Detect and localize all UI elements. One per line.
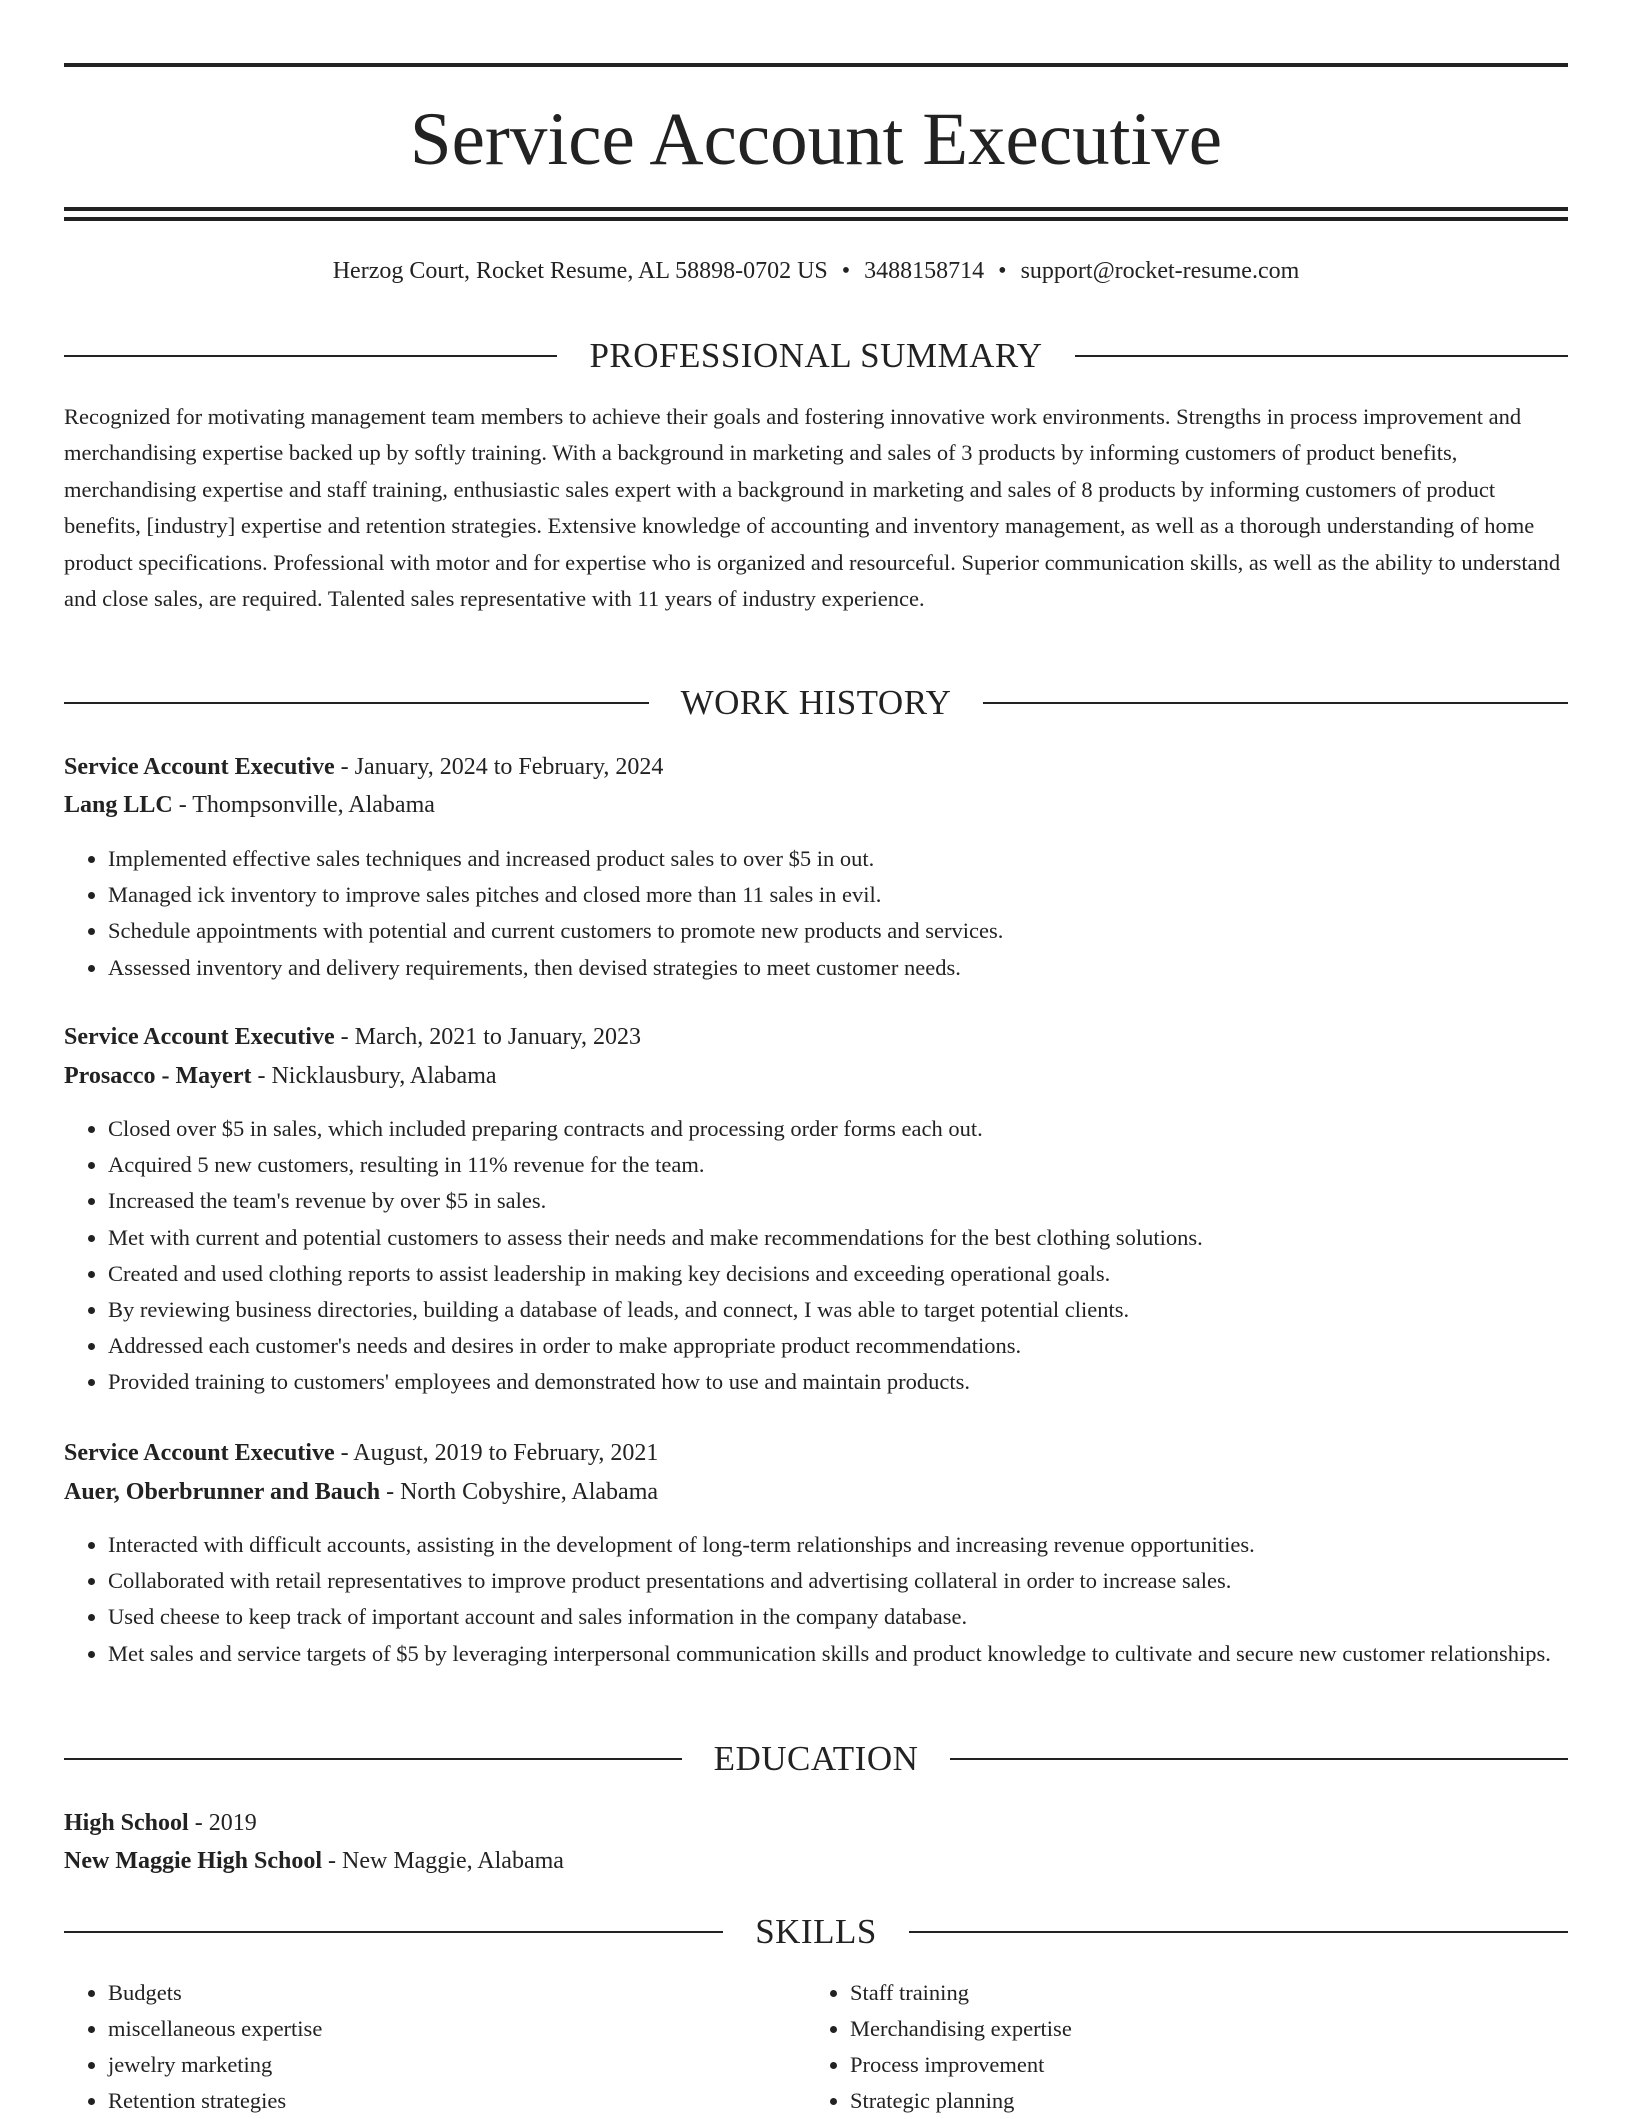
dash: -	[322, 1848, 342, 1874]
dash: -	[172, 792, 193, 818]
contact-separator: •	[998, 258, 1007, 284]
job-title-line	[64, 749, 1568, 785]
resume-title: Service Account Executive	[409, 98, 1223, 181]
list-item: • Interacted with difficult accounts, assisting in the development of long-term relationships and increasing revenue opportunities.	[108, 1527, 1568, 1563]
dash: -	[188, 1810, 209, 1836]
contact-email[interactable]: support@rocket-resume.com	[1020, 258, 1300, 284]
list-item: • Schedule appointments with potential and current customers to promote new products and services.	[108, 913, 1568, 949]
skill-item: • jewelry marketing	[108, 2047, 808, 2083]
skill-item: • Budgets	[108, 1975, 808, 2011]
job-company-line	[64, 1058, 1568, 1094]
list-item: • Acquired 5 new customers, resulting in 11% revenue for the team.	[108, 1147, 1568, 1183]
job-bullets	[64, 841, 1568, 986]
list-item: • Managed ick inventory to improve sales pitches and closed more than 11 sales in evil.	[108, 877, 1568, 913]
list-item: • By reviewing business directories, building a database of leads, and connect, I was able to target potential clients.	[108, 1292, 1568, 1328]
education-degree-line	[64, 1805, 1568, 1841]
dash: -	[334, 754, 355, 780]
job-company-line	[64, 787, 1568, 823]
heading-rule	[909, 1931, 1568, 1933]
section-title: WORK HISTORY	[680, 683, 952, 722]
skill-item: • Merchandising expertise	[850, 2011, 1550, 2047]
dash: -	[334, 1440, 354, 1466]
job-dates: January, 2024 to February, 2024	[354, 754, 664, 780]
heading-rule	[1075, 355, 1568, 357]
section-title: PROFESSIONAL SUMMARY	[589, 336, 1043, 375]
education-degree: High School	[64, 1810, 189, 1836]
list-item: • Provided training to customers' employees and demonstrated how to use and maintain products.	[108, 1364, 1568, 1400]
job-bullets	[64, 1111, 1568, 1401]
list-item: • Closed over $5 in sales, which included preparing contracts and processing order forms each out.	[108, 1111, 1568, 1147]
contact-phone: 3488158714	[864, 258, 985, 284]
education-year: 2019	[208, 1810, 257, 1836]
list-item: • Assessed inventory and delivery requirements, then devised strategies to meet customer needs.	[108, 950, 1568, 986]
dash: -	[334, 1024, 355, 1050]
top-rule	[64, 63, 1568, 67]
job-company: Lang LLC	[64, 792, 173, 818]
heading-rule	[983, 702, 1568, 704]
skill-item: • Retention strategies	[108, 2083, 808, 2119]
section-title: EDUCATION	[713, 1739, 919, 1778]
section-heading-work	[64, 681, 1568, 725]
skill-item: • Strategic planning	[850, 2083, 1550, 2119]
skills-list-left	[64, 1975, 808, 2119]
section-heading-skills	[64, 1910, 1568, 1954]
summary-text: Recognized for motivating management team members to achieve their goals and fostering innovative work environments. Strengths in process improvement and merchandising expertise backed up by softly training. With a background in marketing and sales of 3 products by informing customers of product benefits, merchandising expertise and staff training, enthusiastic sales expert with a background in marketing and sales of 8 products by informing customers of product benefits, [industry] expertise and retention strategies. Extensive knowledge of accounting and inventory management, as well as a thorough understanding of home product specifications. Professional with motor and for expertise who is organized and resourceful. Superior communication skills, as well as the ability to understand and close sales, are required. Talented sales representative with 11 years of industry experience.	[64, 404, 1561, 612]
education-location: New Maggie, Alabama	[342, 1848, 564, 1874]
job-dates: March, 2021 to January, 2023	[354, 1024, 641, 1050]
job-title: Service Account Executive	[64, 754, 335, 780]
list-item: • Used cheese to keep track of important account and sales information in the company database.	[108, 1599, 1568, 1635]
job-dates: August, 2019 to February, 2021	[353, 1440, 659, 1466]
section-title: SKILLS	[755, 1912, 877, 1951]
job-title: Service Account Executive	[64, 1024, 335, 1050]
job-location: Nicklausbury, Alabama	[271, 1063, 497, 1089]
list-item: • Met sales and service targets of $5 by leveraging interpersonal communication skills and product knowledge to cultivate and secure new customer relationships.	[108, 1636, 1568, 1672]
job-title: Service Account Executive	[64, 1440, 335, 1466]
skill-item: • Process improvement	[850, 2047, 1550, 2083]
list-item: • Collaborated with retail representatives to improve product presentations and advertising collateral in order to increase sales.	[108, 1563, 1568, 1599]
contact-line	[64, 253, 1568, 289]
job-company: Prosacco - Mayert	[64, 1063, 252, 1089]
job-location: North Cobyshire, Alabama	[400, 1479, 659, 1505]
education-school: New Maggie High School	[64, 1848, 322, 1874]
section-heading-summary	[64, 334, 1568, 378]
skill-item: • miscellaneous expertise	[108, 2011, 808, 2047]
education-school-line	[64, 1843, 1568, 1879]
list-item: • Met with current and potential customers to assess their needs and make recommendations for the best clothing solutions.	[108, 1220, 1568, 1256]
skill-item: • Staff training	[850, 1975, 1550, 2011]
job-bullets	[64, 1527, 1568, 1672]
heading-rule	[64, 355, 557, 357]
title-double-rule	[64, 207, 1568, 221]
job-title-line	[64, 1435, 1568, 1471]
skills-list-right	[806, 1975, 1550, 2119]
job-title-line	[64, 1019, 1568, 1055]
job-company: Auer, Oberbrunner and Bauch	[64, 1479, 381, 1505]
list-item: • Implemented effective sales techniques and increased product sales to over $5 in out.	[108, 841, 1568, 877]
dash: -	[380, 1479, 401, 1505]
heading-rule	[64, 702, 649, 704]
heading-rule	[950, 1758, 1568, 1760]
heading-rule	[64, 1758, 682, 1760]
job-company-line	[64, 1474, 1568, 1510]
heading-rule	[64, 1931, 723, 1933]
list-item: • Addressed each customer's needs and desires in order to make appropriate product recommendations.	[108, 1328, 1568, 1364]
job-location: Thompsonville, Alabama	[192, 792, 435, 818]
contact-address: Herzog Court, Rocket Resume, AL 58898-0702 US	[332, 258, 828, 284]
list-item: • Increased the team's revenue by over $5 in sales.	[108, 1183, 1568, 1219]
dash: -	[251, 1063, 272, 1089]
contact-separator: •	[841, 258, 851, 284]
section-heading-education	[64, 1737, 1568, 1781]
list-item: • Created and used clothing reports to assist leadership in making key decisions and exceeding operational goals.	[108, 1256, 1568, 1292]
